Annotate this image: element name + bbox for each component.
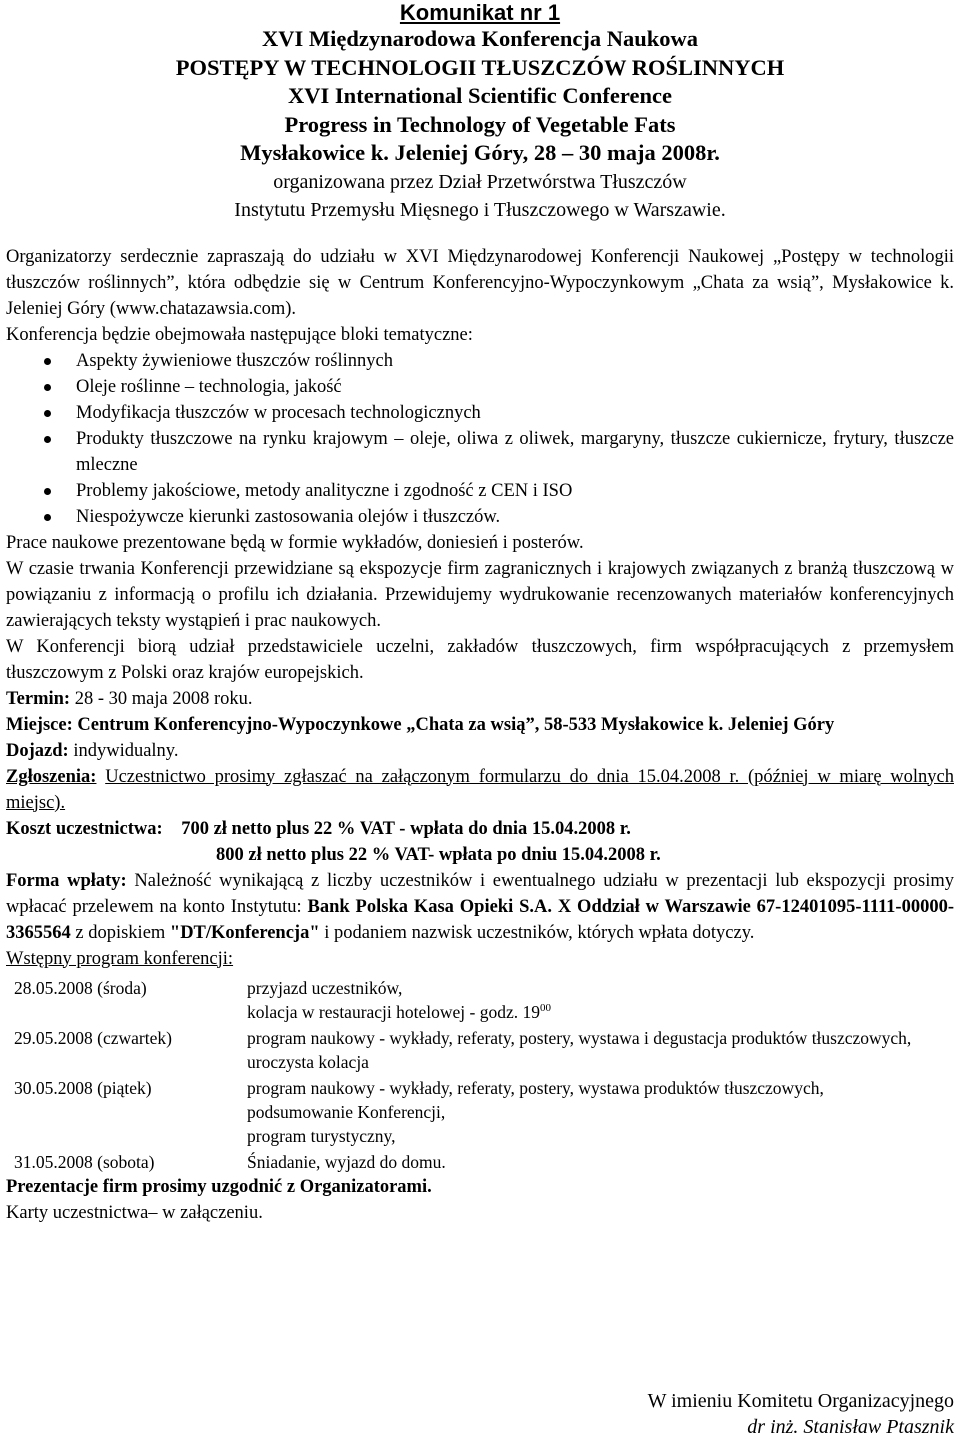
program-activities [247, 1074, 911, 1148]
time-superscript: 00 [540, 1001, 552, 1014]
topic-item: Oleje roślinne – technologia, jakość [6, 374, 954, 400]
program-date: 31.05.2008 (sobota) [14, 1151, 155, 1172]
travel-info [6, 738, 954, 764]
payment-text-3: i podaniem nazwisk uczestników, których wpłata dotyczy. [319, 922, 755, 943]
topic-item: Produkty tłuszczowe na rynku krajowym – oleje, oliwa z oliwek, margaryny, tłuszcze cukiernicze, frytury, tłuszcze mleczne [6, 426, 954, 478]
cost-line-2: 800 zł netto plus 22 % VAT- wpłata po dniu 15.04.2008 r. [216, 844, 661, 865]
conference-place-date: Mysłakowice k. Jeleniej Góry, 28 – 30 maja 2008r. [240, 140, 720, 165]
registration-label: Zgłoszenia: [6, 766, 97, 787]
program-activity: Śniadanie, wyjazd do domu. [247, 1151, 446, 1172]
program-row [10, 1024, 911, 1074]
topics-intro: Konferencja będzie obejmowała następujące bloki tematyczne: [6, 324, 473, 345]
payment-text-1: Należność wynikającą z liczby uczestników i ewentualnego udziału w prezentacji lub ekspozycji prosimy wpłacać przelewem na konto Instytutu: [6, 870, 954, 917]
conference-topic-en: Progress in Technology of Vegetable Fats [284, 111, 676, 137]
program-heading: Wstępny program konferencji: [6, 948, 234, 969]
exhibition-paragraph: W czasie trwania Konferencji przewidziane są ekspozycje firm zagranicznych i krajowych związanych z branżą tłuszczową w powiązaniu z informacją o profilu ich działania. Przewidujemy wydrukowanie recenzowanych materiałów konferencyjnych zawierających teksty wystąpień i prac naukowych. [6, 558, 954, 631]
topic-item: Modyfikacja tłuszczów w procesach technologicznych [6, 400, 954, 426]
program-activity: kolacja w restauracji hotelowej - godz. $19^{00}$ [247, 1001, 552, 1022]
cost-label: Koszt uczestnictwa: [6, 818, 163, 839]
conference-name-pl: XVI Międzynarodowa Konferencja Naukowa [261, 26, 699, 51]
bank-account: Bank Polska Kasa Opieki S.A. X Oddział w Warszawie 67-12401095-1111-00000-3365564 [6, 896, 954, 943]
program-table [10, 976, 911, 1174]
program-activity: program turystyczny, [247, 1125, 396, 1146]
cost-line-1: 700 zł netto plus 22 % VAT - wpłata do dnia 15.04.2008 r. [181, 818, 631, 839]
program-date: 28.05.2008 (środa) [14, 977, 147, 998]
program-activities [247, 1024, 911, 1074]
payment-reference: "DT/Konferencja" [169, 922, 320, 943]
program-row [10, 976, 911, 1024]
topic-item: Niespożywcze kierunki zastosowania olejów i tłuszczów. [6, 504, 954, 530]
payment-label: Forma wpłaty: [6, 870, 127, 891]
document-title: Komunikat nr 1 [399, 0, 561, 25]
cost-info [6, 816, 954, 842]
conference-topic-pl: POSTĘPY W TECHNOLOGII TŁUSZCZÓW ROŚLINNYCH [175, 54, 785, 80]
signature-block [648, 1388, 954, 1440]
organizer-line-2: Instytutu Przemysłu Mięsnego i Tłuszczowego w Warszawie. [234, 198, 726, 221]
registration-value: Uczestnictwo prosimy zgłaszać na załączonym formularzu do dnia 15.04.2008 r. (później w miarę wolnych miejsc). [6, 766, 954, 813]
intro-paragraph: Organizatorzy serdecznie zapraszają do udziału w XVI Międzynarodowej Konferencji Naukowej „Postępy w technologii tłuszczów roślinnych”, która odbędzie się w Centrum Konferencyjno-Wypoczynkowym „Chata za wsią”, Mysłakowice k. Jeleniej Góry (www.chatazawsia.com). [6, 246, 954, 319]
program-row [10, 1074, 911, 1148]
registration-info [6, 764, 954, 816]
organizer-line-1: organizowana przez Dział Przetwórstwa Tłuszczów [273, 170, 687, 193]
program-date: 30.05.2008 (piątek) [14, 1077, 152, 1098]
document-header [6, 0, 954, 224]
date-info [6, 686, 954, 712]
program-activities [247, 976, 911, 1024]
program-activity: przyjazd uczestników, [247, 977, 403, 998]
signature-name: dr inż. Stanisław Ptasznik [747, 1416, 954, 1438]
topics-list [6, 348, 954, 530]
program-row [10, 1148, 911, 1174]
topic-item: Aspekty żywieniowe tłuszczów roślinnych [6, 348, 954, 374]
participants-paragraph: W Konferencji biorą udział przedstawiciele uczelni, zakładów tłuszczowych, firm współpracujących z przemysłem tłuszczowym z Polski oraz krajów europejskich. [6, 636, 954, 683]
program-activity: program naukowy - wykłady, referaty, postery, wystawa i degustacja produktów tłuszczowych, [247, 1027, 912, 1048]
signature-committee: W imieniu Komitetu Organizacyjnego [647, 1390, 954, 1412]
topic-item: Problemy jakościowe, metody analityczne i zgodność z CEN i ISO [6, 478, 954, 504]
program-activity: podsumowanie Konferencji, [247, 1101, 446, 1122]
program-activities [247, 1148, 911, 1174]
document-body [6, 244, 954, 1226]
date-label: Termin: [6, 688, 71, 709]
date-value: 28 - 30 maja 2008 roku. [70, 688, 253, 709]
papers-paragraph: Prace naukowe prezentowane będą w formie wykładów, doniesień i posterów. [6, 532, 584, 553]
presentations-note: Prezentacje firm prosimy uzgodnić z Organizatorami. [6, 1176, 432, 1197]
program-activity: program naukowy - wykłady, referaty, postery, wystawa produktów tłuszczowych, [247, 1077, 824, 1098]
payment-info [6, 868, 954, 946]
travel-label: Dojazd: [6, 740, 69, 761]
payment-text-2: z dopiskiem [70, 922, 170, 943]
program-activity: uroczysta kolacja [247, 1051, 369, 1072]
venue-info: Miejsce: Centrum Konferencyjno-Wypoczynkowe „Chata za wsią”, 58-533 Mysłakowice k. Jeleniej Góry [6, 714, 835, 735]
program-date: 29.05.2008 (czwartek) [14, 1027, 172, 1048]
travel-value: indywidualny. [68, 740, 179, 761]
cards-note: Karty uczestnictwa– w załączeniu. [6, 1202, 263, 1223]
conference-name-en: XVI International Scientific Conference [288, 83, 672, 108]
